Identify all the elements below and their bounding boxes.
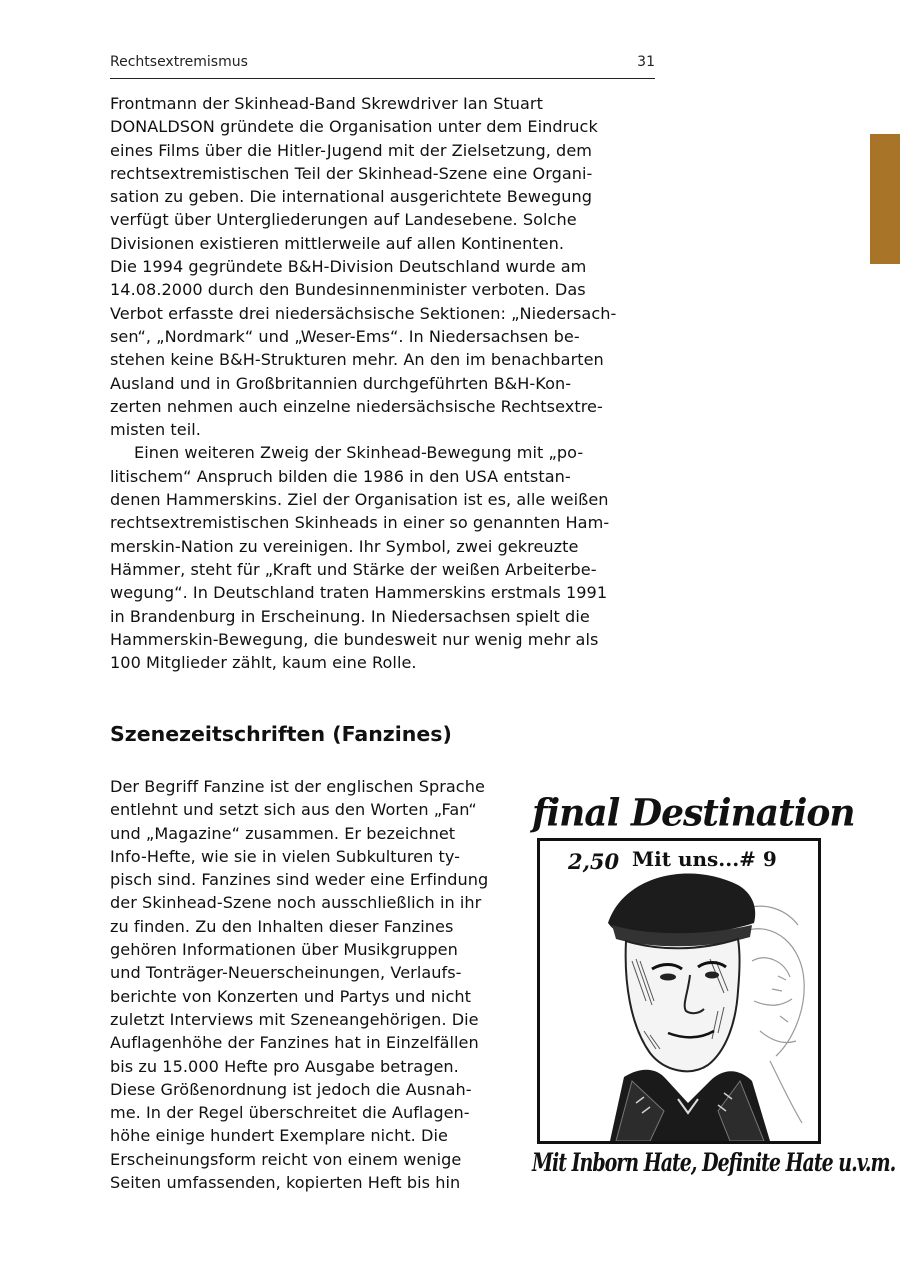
text-line: Hammerskin-Bewegung, die bundesweit nur wenig mehr als xyxy=(110,629,599,649)
body-text-section-1 xyxy=(110,92,655,674)
text-line: Seiten umfassenden, kopierten Heft bis hin xyxy=(110,1173,461,1193)
text-line: me. In der Regel überschreitet die Auflagen- xyxy=(110,1103,470,1123)
section-heading: Szenezeitschriften (Fanzines) xyxy=(110,722,452,746)
text-line: 14.08.2000 durch den Bundesinnenminister verboten. Das xyxy=(110,280,586,300)
text-line: Verbot erfasste drei niedersächsische Sektionen: „Niedersach- xyxy=(110,303,617,323)
text-line: Erscheinungsform reicht von einem wenige xyxy=(110,1149,462,1169)
fanzine-cover-caption: Mit Inborn Hate, Definite Hate u.v.m. xyxy=(532,1148,896,1178)
text-line: 100 Mitglieder zählt, kaum eine Rolle. xyxy=(110,653,417,673)
text-line: und Tonträger-Neuerscheinungen, Verlaufs- xyxy=(110,963,462,983)
text-line: verfügt über Untergliederungen auf Landesebene. Solche xyxy=(110,210,577,230)
text-line: misten teil. xyxy=(110,420,201,440)
text-line: der Skinhead-Szene noch ausschließlich in ihr xyxy=(110,893,482,913)
text-line: entlehnt und setzt sich aus den Worten „Fan“ xyxy=(110,800,477,820)
text-line: pisch sind. Fanzines sind weder eine Erfindung xyxy=(110,870,489,890)
text-line: zuletzt Interviews mit Szeneangehörigen. Die xyxy=(110,1009,479,1029)
text-line: und „Magazine“ zusammen. Er bezeichnet xyxy=(110,823,456,843)
fanzine-price: 2,50 xyxy=(568,849,620,874)
text-line: berichte von Konzerten und Partys und nicht xyxy=(110,986,471,1006)
text-line: Der Begriff Fanzine ist der englischen Sprache xyxy=(110,777,485,796)
text-line: Divisionen existieren mittlerweile auf allen Kontinenten. xyxy=(110,233,565,253)
text-line: Frontmann der Skinhead-Band Skrewdriver Ian Stuart xyxy=(110,94,543,113)
text-line: Info-Hefte, wie sie in vielen Subkulturen ty- xyxy=(110,846,461,866)
body-text-section-2 xyxy=(110,775,530,1194)
text-line: eines Films über die Hitler-Jugend mit der Zielsetzung, dem xyxy=(110,140,593,160)
text-line: litischem“ Anspruch bilden die 1986 in den USA entstan- xyxy=(110,466,571,486)
text-line: in Brandenburg in Erscheinung. In Niedersachsen spielt die xyxy=(110,606,590,626)
text-line: merskin-Nation zu vereinigen. Ihr Symbol, zwei gekreuzte xyxy=(110,536,579,556)
fanzine-issue-label: Mit uns...# 9 xyxy=(632,847,777,871)
text-line: bis zu 15.000 Hefte pro Ausgabe betragen. xyxy=(110,1056,459,1076)
text-line: wegung“. In Deutschland traten Hammerskins erstmals 1991 xyxy=(110,583,608,603)
fanzine-cover-frame xyxy=(537,838,821,1144)
text-line: rechtsextremistischen Teil der Skinhead-Szene eine Organi- xyxy=(110,163,593,183)
fanzine-title: final Destination xyxy=(532,790,855,836)
text-line: höhe einige hundert Exemplare nicht. Die xyxy=(110,1126,448,1146)
text-line: zu finden. Zu den Inhalten dieser Fanzines xyxy=(110,916,454,936)
text-line: Hämmer, steht für „Kraft und Stärke der weißen Arbeiterbe- xyxy=(110,559,597,579)
text-line: zerten nehmen auch einzelne niedersächsische Rechtsextre- xyxy=(110,396,603,416)
text-line: denen Hammerskins. Ziel der Organisation ist es, alle weißen xyxy=(110,490,609,510)
text-line: Einen weiteren Zweig der Skinhead-Bewegung mit „po- xyxy=(134,443,584,463)
page-number: 31 xyxy=(637,54,655,70)
fanzine-cover-image xyxy=(532,790,896,1196)
portrait-illustration xyxy=(540,841,818,1141)
text-line: Ausland und in Großbritannien durchgeführten B&H-Kon- xyxy=(110,373,572,393)
chapter-thumb-tab xyxy=(870,134,900,264)
text-line: stehen keine B&H-Strukturen mehr. An den im benachbarten xyxy=(110,350,604,370)
text-line: rechtsextremistischen Skinheads in einer so genannten Ham- xyxy=(110,513,610,533)
text-line: DONALDSON gründete die Organisation unter dem Eindruck xyxy=(110,117,598,137)
text-line: Diese Größenordnung ist jedoch die Ausnah- xyxy=(110,1079,472,1099)
page-header xyxy=(110,54,655,79)
text-line: sen“, „Nordmark“ und „Weser-Ems“. In Niedersachsen be- xyxy=(110,326,580,346)
text-line: sation zu geben. Die international ausgerichtete Bewegung xyxy=(110,187,592,207)
running-head: Rechtsextremismus xyxy=(110,54,248,70)
text-line: gehören Informationen über Musikgruppen xyxy=(110,940,458,960)
text-line: Auflagenhöhe der Fanzines hat in Einzelfällen xyxy=(110,1033,479,1053)
text-line: Die 1994 gegründete B&H-Division Deutschland wurde am xyxy=(110,257,587,277)
